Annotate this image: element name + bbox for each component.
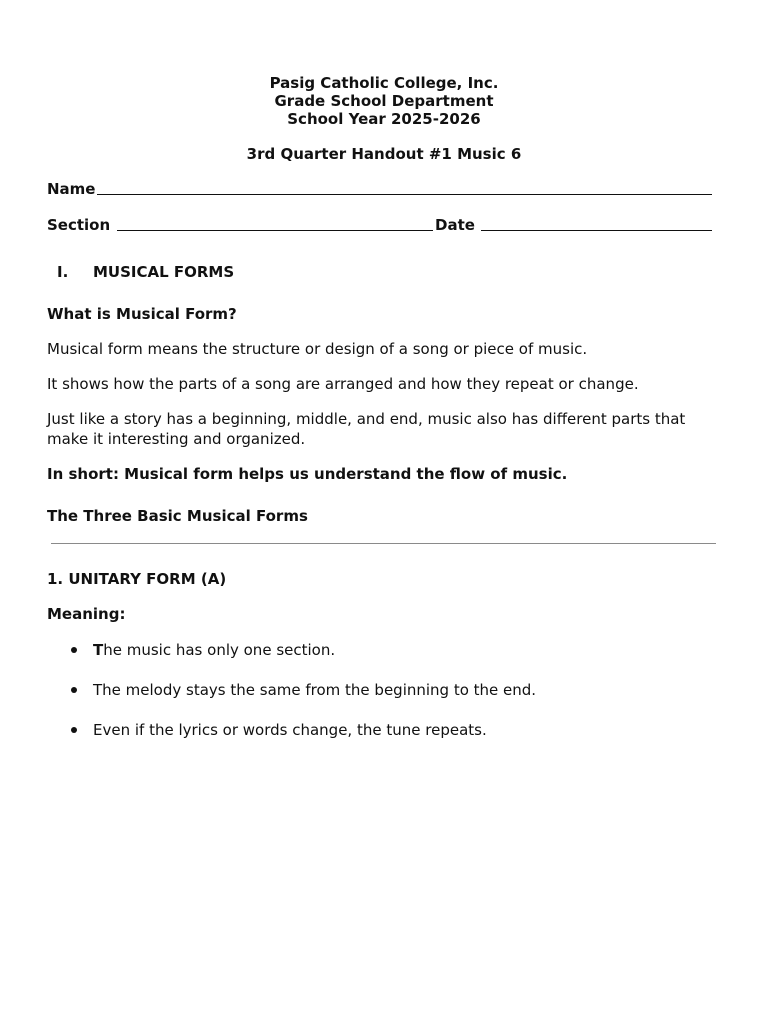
paragraph-3-line-1: Just like a story has a beginning, middle, and end, music also has different parts that <box>47 410 686 428</box>
bullet-dot <box>71 727 77 733</box>
unitary-heading: 1. UNITARY FORM (A) <box>47 570 227 588</box>
handout-title: 3rd Quarter Handout #1 Music 6 <box>246 145 522 163</box>
section-label: Section <box>47 216 111 234</box>
horizontal-rule <box>51 543 716 544</box>
name-field[interactable] <box>97 194 712 195</box>
bullet-item-1-text: he music has only one section. <box>103 641 336 659</box>
paragraph-2: It shows how the parts of a song are arranged and how they repeat or change. <box>47 375 639 393</box>
meaning-label: Meaning: <box>47 605 126 623</box>
bullet-dot <box>71 647 77 653</box>
summary-line: In short: Musical form helps us understand the flow of music. <box>47 465 568 483</box>
forms-heading: The Three Basic Musical Forms <box>47 507 308 525</box>
date-label: Date <box>435 216 475 234</box>
paragraph-1: Musical form means the structure or design of a song or piece of music. <box>47 340 588 358</box>
bullet-item-1 <box>93 640 335 660</box>
school-year: School Year 2025-2026 <box>287 110 481 128</box>
section-number: I. <box>57 263 69 281</box>
bullet-dot <box>71 687 77 693</box>
bullet-item-3: Even if the lyrics or words change, the tune repeats. <box>93 721 487 739</box>
question-heading: What is Musical Form? <box>47 305 237 323</box>
department-name: Grade School Department <box>274 92 494 110</box>
section-field[interactable] <box>117 230 433 231</box>
name-label: Name <box>47 180 96 198</box>
bullet-item-1-first-letter: T <box>93 641 104 659</box>
date-field[interactable] <box>481 230 712 231</box>
school-name: Pasig Catholic College, Inc. <box>269 74 499 92</box>
section-title: MUSICAL FORMS <box>93 263 235 281</box>
paragraph-3-line-2: make it interesting and organized. <box>47 430 306 448</box>
bullet-item-2: The melody stays the same from the beginning to the end. <box>93 681 537 699</box>
